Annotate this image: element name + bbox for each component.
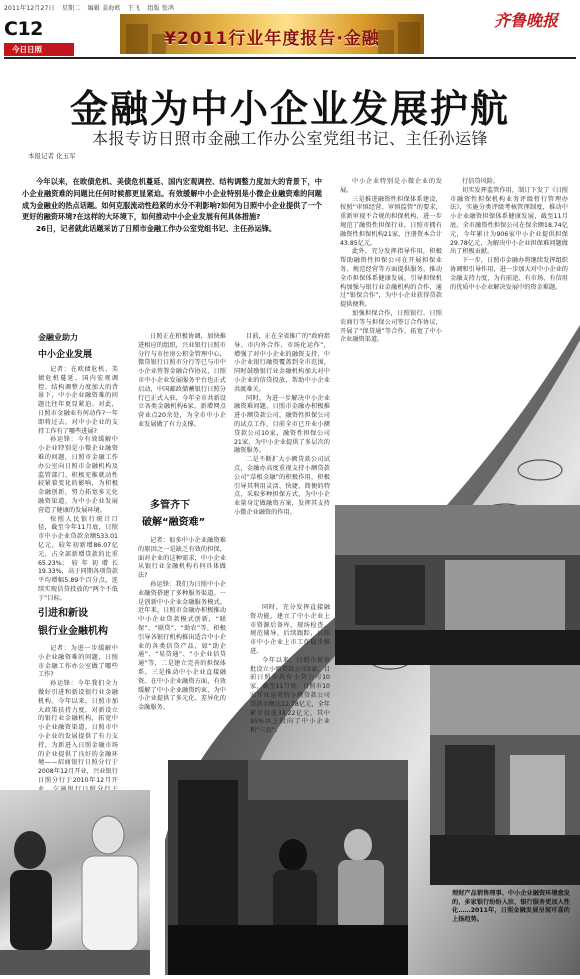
photo-caption: 理财产品销售理事、中小企业融资环境愈发的，多家银行纷纷入驻，银行服务更加人性化……2011年，日照金融发展呈现可喜的上扬趋势。: [452, 890, 570, 923]
article-paragraph: 同时，为进一步解决中小企业融资难问题，日照市金融办积极推进小额贷款公司、融资性担保公司的试点工作，目前全市已开业小额贷款公司10家，融资性担保公司21家，为中小企业提供了多层次的融资服务。: [234, 394, 330, 455]
subhead-sme-development: 中小企业发展: [38, 350, 93, 360]
header-proofreader: 组版 张鸿: [147, 5, 175, 12]
column-5-text: [450, 178, 568, 373]
column-3-text: [234, 333, 330, 603]
masthead-logo: 齐鲁晚报: [494, 11, 559, 30]
article-paragraph: 下一步，日照市金融办将继续发挥组织协调和引导作用，进一步加大对中小企业的金融支持力度，为有前途、有市场、有信用的优质中小企业解决发展中的资金难题。: [450, 257, 568, 291]
article-paragraph: 按照人民银行统计口径，截至今年11月底，日照市中小企业贷款余额533.01亿元，较年初新增86.07亿元，占全部新增贷款的比重65.23%；较年初增长19.33%，高于同期各项贷款平均增幅5.89个百分点，连续实现信贷投放的“两个不低于”目标。: [38, 515, 118, 602]
header-meta: [4, 3, 179, 12]
subhead-bank-institutions: 银行业金融机构: [38, 626, 108, 637]
subhead-introduce: 引进和新设: [38, 608, 88, 619]
article-paragraph: 加强担保合作，日照银行、日照农商行等与担保公司签订合作协议，开展了“保贷通”等合作，拓宽了中小企业融资渠道。: [340, 309, 442, 344]
column-2-text: [138, 333, 226, 508]
photo-bank-customer: [0, 790, 150, 975]
header-weekday: 星期二: [61, 5, 81, 12]
article-paragraph: 三是推进融资性担保体系建设，按照“审慎经营、审慎监管”的要求，重新审视不合规的担保机构，进一步规范了融资性担保行业。日照市拥有融资性担保机构21家，注册资本合计43.85亿元。: [340, 195, 442, 247]
lead-paragraph: 26日，记者就此话题采访了日照市金融工作办公室党组书记、主任孙运锋。: [36, 224, 277, 234]
subhead-finance-help: 金融业助力: [38, 333, 78, 342]
subhead-multiple-measures: 多管齐下: [150, 500, 190, 511]
article-subheadline: 本报专访日照市金融工作办公室党组书记、主任孙运锋: [91, 129, 488, 148]
photo-bank-service-desk: [168, 760, 408, 975]
article-paragraph: 二是不断扩大小额贷款公司试点，金融办高度重视支持小额贷款公司“草根金融”的积极作用，积极引导其利用灵活、快捷、简便的特点，采取多种担保方式，为中小企业量身定做融资方案，发挥其支持小微企业融资的作用。: [234, 456, 330, 516]
article-byline: 本报记者 化玉军: [28, 152, 76, 160]
header-designer: 王飞: [127, 5, 141, 12]
subhead-solve-financing: 破解“融资难”: [142, 517, 206, 528]
article-paragraph: 记者：很多中小企业融资难的原因之一是缺乏有效的担保，面对企业的这种需求，中小企业从银行业金融机构有何具体做法?: [138, 537, 226, 580]
article-paragraph: 记者：为进一步缓解中小企业融资难的问题，日照市金融工作办公室做了哪些工作?: [38, 645, 118, 679]
article-paragraph: 此外，充分发挥指导作用，积极帮助融资性担保公司在开展担保业务、规范经营等方面提供服务，推动全市担保体系健康发展。引导担保机构加强与银行业金融机构的合作，通过“银保合作”，为中小企业获得贷款提供便利。: [340, 248, 442, 309]
header-divider: [4, 57, 576, 59]
banner-title: ¥2011行业年度报告·金融: [164, 29, 380, 49]
section-tag: 今日日照: [4, 43, 74, 56]
lead-paragraph: 今年以来，在欧债危机、美债危机蔓延、国内宏观调控、结构调整力度加大的背景下，中小企业融资难的问题比任何时候都更显紧迫。有效缓解中小企业特别是小微企业融资难的问题成为金融业的热点话题。如何克服流动性趋紧的水分不利影响?如何为日照中小企业提供了一个更好的融资环境?在这样的大环境下，如何推动中小企业发展有何具体措施?: [22, 177, 322, 222]
article-paragraph: 孙运锋：今有效缓解中小企业特别是小微企业融资难的问题，日照市金融工作办公室向日照市金融机构及监管部门、积极充推就动性较紧着变化的影响，为积极金融创新，努力拓宽多元化融资渠道，为中小企业发展营造了健康的发展环境。: [38, 436, 118, 514]
article-paragraph: 孙运锋：我们为日照中小企业融资搭建了多种服务渠道。一是创新中小企业金融服务模式。近年来，日照市金融办积极推动中小企业贷款模式创新，“联保”、“联贷”、“助农”等，积极引导各银行机构推出适合中小企业的各类信贷产品，如“助企通”、“易贷通”、“小企业信贷通”等，二是建立完善的担保体系，三是推动中小企业直接融资。在中小企业融资方面，有效缓解了中小企业融资约束，为中小企业提供了多元化、差异化的金融服务。: [138, 580, 226, 712]
article-paragraph: 今年以来，日照市新审批设立小额贷款公司5家，目前日照市共有小贷公司10家，截至11月底，日照市10家开业运营的小额贷款公司贷款余额达12.78亿元，全年累计投放33.22亿元，其中95%以上投向了中小企业和“三农”。: [250, 656, 330, 735]
header-date: 2011年12月27日: [4, 5, 55, 12]
article-paragraph: 日照正在积极协调，加快推进相应的组织，兴业银行日照市分行与市住房公积金管理中心，微贷银行日照市分行等已与市中小企业签署金融合作协议，日照市中小企业发展服务平台也正式启动，中国邮政储蓄银行日照分行已正式入驻，今年全市共新设立各类金融机构6家，新增网点营业点20余处，为全市中小企业发展做了有力支撑。: [138, 333, 226, 428]
page-number: C12: [4, 18, 43, 40]
article-paragraph: 中小企业特别是小微企业的发展。: [340, 178, 442, 194]
photo-bank-hall: [335, 505, 580, 665]
article-paragraph: 同时，充分发挥直接融资功能，建立了中小企业上市资源后备库，现场检查、规范辅导、后续跟踪，日照市中小企业上市工作稳步推进。: [250, 604, 330, 655]
article-paragraph: 孙运锋：今年我们全力做好引进和新设银行业金融机构。今年以来，日照市加大政策扶持力度，对新设立的银行业金融机构，拓宽中小企业融资渠道，日照市中小企业的发展提供了有力支持，为新进入日照金融市场的企业提供了良好的金融环境——招商银行日照分行于2008年12月开业，兴业银行日照分行于2010年12月开: [38, 680, 118, 784]
column-1-text-b: [38, 645, 118, 785]
photo-bank-interior: [430, 665, 580, 885]
article-headline: 金融为中小企业发展护航: [69, 87, 510, 131]
header-editor: 编辑 姜海欧: [87, 5, 121, 12]
section-banner: [120, 14, 424, 54]
article-paragraph: 记者：在欧债危机、美债危机蔓延、国内宏观调控、结构调整力度加大的背景下，中小企业融资难的问题比往年更显紧迫。对此，日照市金融业有何动作?一年即将过去，对中小企业的支持工作有了哪些进展?: [38, 366, 118, 435]
article-paragraph: 切实发挥监管作用，制订下发了《日照市融资性担保机构业务评级暂行管理办法》，实施分类评级考核管理制度，推动中小企业融资担保体系健康发展，截至11月底，全市融资性担保公司在保余额18.74亿元，今年累计为906家中小企业提供担保29.78亿元，为解决中小企业担保难问题做出了积极贡献。: [450, 186, 568, 256]
column-1-text: [38, 366, 118, 603]
article-paragraph: 目前，正在全省推广的“政府指导、市内外合作、市场化运作”，增强了对中小企业的融资支持，中小企业银行融资覆盖到全市范围，同时鼓励银行业金融机构加大对中小企业的信贷投放，帮助中小企业共渡难关。: [234, 333, 330, 393]
article-paragraph: 行信贷风险。: [462, 178, 500, 185]
column-4-text: [340, 178, 442, 488]
